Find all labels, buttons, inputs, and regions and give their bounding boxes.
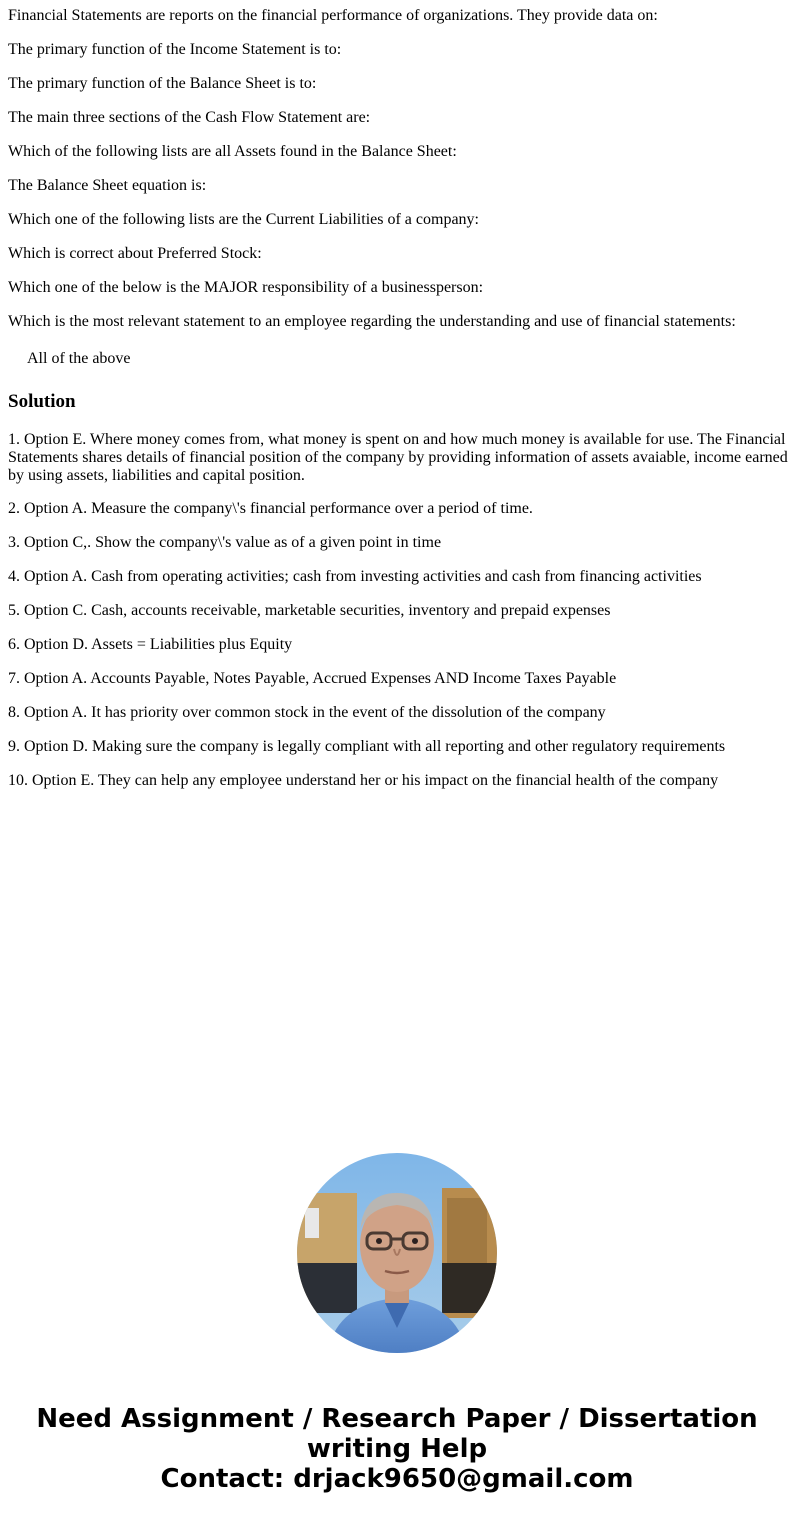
promo-banner (0, 1404, 794, 1494)
option-all-of-the-above: All of the above (27, 350, 131, 367)
answer-6: 6. Option D. Assets = Liabilities plus Equity (8, 636, 293, 653)
question-8: Which is correct about Preferred Stock: (8, 245, 262, 262)
author-avatar (297, 1153, 497, 1353)
question-5: Which of the following lists are all Assets found in the Balance Sheet: (8, 143, 457, 160)
question-6: The Balance Sheet equation is: (8, 177, 207, 194)
answer-4: 4. Option A. Cash from operating activities; cash from investing activities and cash from financing activities (8, 568, 702, 585)
promo-line-2: writing Help (306, 1434, 488, 1464)
solution-heading: Solution (8, 391, 76, 412)
promo-line-1: Need Assignment / Research Paper / Dissertation (36, 1404, 758, 1434)
answer-5: 5. Option C. Cash, accounts receivable, marketable securities, inventory and prepaid expenses (8, 602, 611, 619)
answer-8: 8. Option A. It has priority over common stock in the event of the dissolution of the company (8, 704, 606, 721)
answer-9: 9. Option D. Making sure the company is legally compliant with all reporting and other regulatory requirements (8, 738, 726, 755)
author-portrait-icon (297, 1153, 497, 1353)
answer-1: 1. Option E. Where money comes from, what money is spent on and how much money is available for use. The Financial Statements shares details of financial position of the company by providing information of assets avaiable, income earned by using assets, liabilities and capital position. (8, 431, 788, 484)
answer-7: 7. Option A. Accounts Payable, Notes Payable, Accrued Expenses AND Income Taxes Payable (8, 670, 617, 687)
answer-2: 2. Option A. Measure the company\'s financial performance over a period of time. (8, 500, 533, 517)
question-2: The primary function of the Income Statement is to: (8, 41, 342, 58)
question-9: Which one of the below is the MAJOR responsibility of a businessperson: (8, 279, 484, 296)
question-7: Which one of the following lists are the Current Liabilities of a company: (8, 211, 479, 228)
question-3: The primary function of the Balance Sheet is to: (8, 75, 317, 92)
answer-10: 10. Option E. They can help any employee understand her or his impact on the financial health of the company (8, 772, 719, 789)
promo-contact: Contact: drjack9650@gmail.com (160, 1464, 634, 1494)
answer-3: 3. Option C,. Show the company\'s value as of a given point in time (8, 534, 442, 551)
question-4: The main three sections of the Cash Flow Statement are: (8, 109, 371, 126)
question-10: Which is the most relevant statement to an employee regarding the understanding and use of financial statements: (8, 313, 736, 330)
question-1: Financial Statements are reports on the financial performance of organizations. They provide data on: (8, 7, 658, 24)
